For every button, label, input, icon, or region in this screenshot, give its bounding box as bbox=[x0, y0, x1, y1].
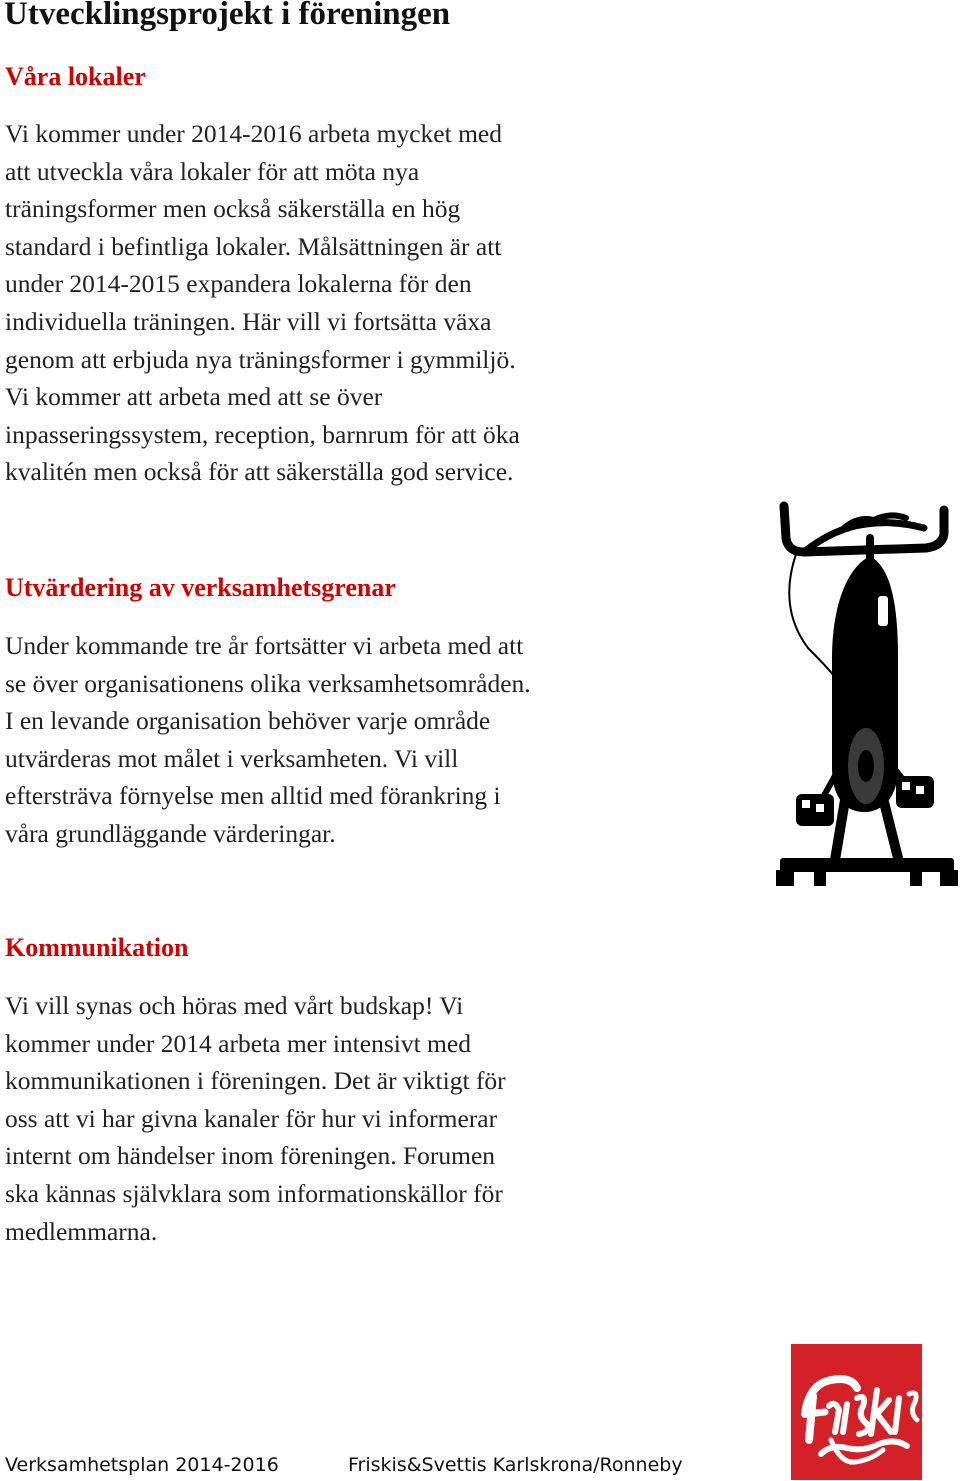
text-line: individuella träningen. Här vill vi fortsätta växa bbox=[5, 306, 492, 336]
text-line: standard i befintliga lokaler. Målsättningen är att bbox=[5, 231, 502, 261]
footer-left-text: Verksamhetsplan 2014-2016 bbox=[5, 1454, 279, 1476]
text-line: ska kännas självklara som informationskällor för bbox=[5, 1178, 503, 1208]
section-body-vara-lokaler bbox=[5, 115, 605, 491]
text-line: Under kommande tre år fortsätter vi arbeta med att bbox=[5, 631, 524, 660]
section-body-utvardering bbox=[5, 627, 605, 853]
section-heading-vara-lokaler: Våra lokaler bbox=[5, 62, 146, 91]
text-line: kommunikationen i föreningen. Det är viktigt för bbox=[5, 1066, 506, 1096]
section-heading-utvardering: Utvärdering av verksamhetsgrenar bbox=[5, 573, 396, 602]
text-line: utvärderas mot målet i verksamheten. Vi vill bbox=[5, 743, 459, 773]
exercise-bike-icon bbox=[774, 498, 960, 888]
text-line: Vi kommer att arbeta med att se över bbox=[5, 382, 383, 412]
section-body-kommunikation bbox=[5, 987, 605, 1250]
text-line: våra grundläggande värderingar. bbox=[5, 818, 336, 848]
text-line: medlemmarna. bbox=[5, 1216, 158, 1246]
text-line: kvalitén men också för att säkerställa god service. bbox=[5, 457, 514, 487]
text-line: Vi kommer under 2014-2016 arbeta mycket med bbox=[5, 119, 502, 148]
text-line: inpasseringssystem, reception, barnrum för att öka bbox=[5, 419, 520, 449]
text-line: se över organisationens olika verksamhetsområden. bbox=[5, 668, 531, 698]
friskis-svettis-logo bbox=[791, 1344, 922, 1480]
footer-right-text: Friskis&Svettis Karlskrona/Ronneby bbox=[348, 1454, 683, 1476]
text-line: internt om händelser inom föreningen. Forumen bbox=[5, 1141, 496, 1171]
text-line: I en levande organisation behöver varje område bbox=[5, 706, 491, 736]
page-title: Utvecklingsprojekt i föreningen bbox=[4, 0, 451, 32]
section-heading-kommunikation: Kommunikation bbox=[5, 933, 189, 962]
text-line: träningsformer men också säkerställa en hög bbox=[5, 194, 461, 224]
text-line: under 2014-2015 expandera lokalerna för den bbox=[5, 269, 472, 299]
text-line: eftersträva förnyelse men alltid med förankring i bbox=[5, 781, 501, 811]
text-line: genom att erbjuda nya träningsformer i gymmiljö. bbox=[5, 344, 516, 374]
text-line: kommer under 2014 arbeta mer intensivt med bbox=[5, 1028, 471, 1058]
text-line: Vi vill synas och höras med vårt budskap! Vi bbox=[5, 991, 464, 1020]
text-line: oss att vi har givna kanaler för hur vi informerar bbox=[5, 1103, 498, 1133]
text-line: att utveckla våra lokaler för att möta nya bbox=[5, 156, 420, 186]
